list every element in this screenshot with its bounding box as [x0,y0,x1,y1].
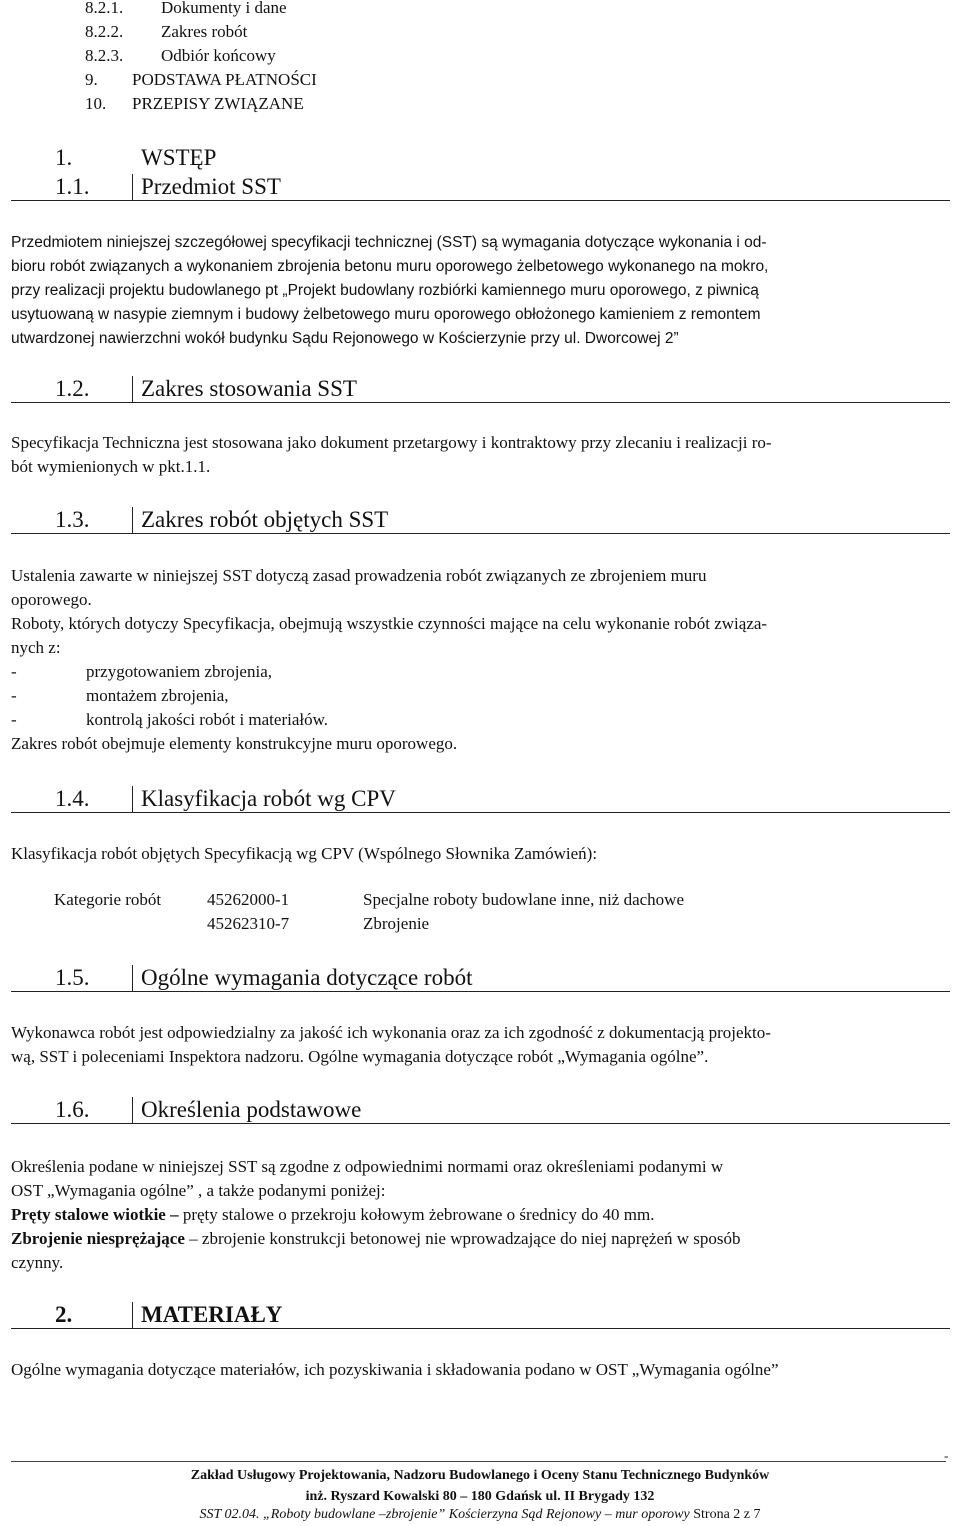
toc-number: 9. [85,70,98,89]
footer-rule [11,1461,946,1462]
paragraph-line: Roboty, których dotyczy Specyfikacja, obejmują wszystkie czynności mające na celu wykonanie robót związa- [11,614,768,633]
section-heading [11,376,950,403]
list-dash: - [11,686,17,705]
footer-document-title: SST 02.04. „Roboty budowlane –zbrojenie” Kościerzyna Sąd Rejonowy – mur oporowy [199,1507,690,1522]
heading-divider [132,1097,133,1123]
heading-divider [132,174,133,200]
cpv-label: Kategorie robót [54,890,162,909]
footer-dash: - [944,1448,949,1463]
toc-label: Zakres robót [161,22,248,41]
toc-number: 8.2.2. [85,22,124,41]
definition-line [11,1227,946,1251]
paragraph-line: OST „Wymagania ogólne” , a także podanymi poniżej: [11,1181,386,1200]
heading-title: MATERIAŁY [141,1302,283,1327]
paragraph-line: przy realizacji projektu budowlanego pt „Projekt budowlany rozbiórki kamiennego muru oporowego, z piwnicą [11,282,759,299]
paragraph [11,1358,946,1382]
heading-title: Przedmiot SST [141,174,281,199]
toc-label: Odbiór końcowy [161,46,276,65]
definition-line [11,1203,946,1227]
section-heading [11,145,950,171]
paragraph-line: Specyfikacja Techniczna jest stosowana jako dokument przetargowy i kontraktowy przy zlecaniu i realizacji ro- [11,433,772,452]
cpv-code: 45262000-1 [207,890,290,909]
heading-divider [132,786,133,812]
heading-title: WSTĘP [141,145,217,170]
section-heading [11,174,950,201]
footer-page-number: Strona 2 z 7 [689,1507,761,1522]
heading-divider [132,965,133,991]
paragraph-line: bioru robót związanych a wykonaniem zbrojenia betonu muru oporowego żelbetowego wykonanego na mokro, [11,258,769,275]
paragraph-line: usytuowaną w nasypie ziemnym i budowy żelbetowego muru oporowego obłożonego kamieniem z remontem [11,306,761,323]
paragraph [11,1021,946,1069]
list-item-text: montażem zbrojenia, [86,686,229,705]
toc-number: 10. [85,94,107,113]
footer-document-info [0,1504,960,1525]
heading-title: Klasyfikacja robót wg CPV [141,786,396,811]
paragraph-line: Przedmiotem niniejszej szczegółowej specyfikacji technicznej (SST) są wymagania dotyczące wykonania i od- [11,234,767,251]
heading-number: 1.1. [55,174,90,199]
heading-number: 1.2. [55,376,90,401]
footer-address: inż. Ryszard Kowalski 80 – 180 Gdańsk ul. II Brygady 132 [305,1489,655,1504]
heading-number: 1.5. [55,965,90,990]
paragraph-line: Wykonawca robót jest odpowiedzialny za jakość ich wykonania oraz za ich zgodność z dokumentacją projekto- [11,1023,771,1042]
cpv-description: Zbrojenie [363,914,430,933]
section-heading [11,507,950,534]
paragraph-line: Ogólne wymagania dotyczące materiałów, ich pozyskiwania i składowania podano w OST „Wymagania ogólne” [11,1360,779,1379]
toc-number: 8.2.1. [85,0,124,17]
paragraph [11,732,946,756]
paragraph [11,564,946,660]
paragraph [11,1155,946,1275]
paragraph-line: Ustalenia zawarte w niniejszej SST dotyczą zasad prowadzenia robót związanych ze zbrojeniem muru [11,566,707,585]
paragraph [11,231,946,351]
heading-title: Określenia podstawowe [141,1097,362,1122]
heading-title: Ogólne wymagania dotyczące robót [141,965,473,990]
heading-number: 1.3. [55,507,90,532]
footer-company: Zakład Usługowy Projektowania, Nadzoru Budowlanego i Oceny Stanu Technicznego Budynków [190,1468,770,1483]
cpv-description: Specjalne roboty budowlane inne, niż dachowe [363,890,685,909]
cpv-code: 45262310-7 [207,914,290,933]
heading-divider [132,376,133,402]
paragraph [11,431,946,479]
toc-label: PRZEPISY ZWIĄZANE [132,94,304,113]
definition-term: Zbrojenie niesprężające [11,1229,185,1248]
paragraph-line: Zakres robót obejmuje elementy konstrukcyjne muru oporowego. [11,734,458,753]
toc-number: 8.2.3. [85,46,124,65]
heading-title: Zakres robót objętych SST [141,507,389,532]
paragraph-line: Klasyfikacja robót objętych Specyfikacją wg CPV (Wspólnego Słownika Zamówień): [11,844,598,863]
definition-text: – zbrojenie konstrukcji betonowej nie wprowadzające do niej naprężeń w sposób [184,1229,741,1248]
paragraph-line: bót wymienionych w pkt.1.1. [11,457,211,476]
definition-text: pręty stalowe o przekroju kołowym żebrowane o średnicy do 40 mm. [178,1205,655,1224]
heading-divider [132,1302,133,1328]
paragraph-line: czynny. [11,1253,64,1272]
list-item-text: kontrolą jakości robót i materiałów. [86,710,329,729]
heading-number: 1. [55,145,73,170]
paragraph-line: Określenia podane w niniejszej SST są zgodne z odpowiednimi normami oraz określeniami podanymi w [11,1157,724,1176]
list-dash: - [11,662,17,681]
heading-number: 2. [55,1302,73,1327]
section-heading [11,1302,950,1329]
list-dash: - [11,710,17,729]
paragraph [11,842,946,866]
section-heading [11,1097,950,1124]
definition-term: Pręty stalowe wiotkie – [11,1205,179,1224]
paragraph-line: utwardzonej nawierzchni wokół budynku Sądu Rejonowego w Kościerzynie przy ul. Dworcowej 2” [11,330,679,347]
list-item-text: przygotowaniem zbrojenia, [86,662,272,681]
heading-title: Zakres stosowania SST [141,376,357,401]
heading-number: 1.4. [55,786,90,811]
toc-label: Dokumenty i dane [161,0,287,17]
paragraph-line: nych z: [11,638,61,657]
paragraph-line: oporowego. [11,590,92,609]
section-heading [11,965,950,992]
section-heading [11,786,950,813]
toc-label: PODSTAWA PŁATNOŚCI [132,70,317,89]
paragraph-line: wą, SST i poleceniami Inspektora nadzoru. Ogólne wymagania dotyczące robót „Wymagania ogólne”. [11,1047,709,1066]
heading-number: 1.6. [55,1097,90,1122]
heading-divider [132,507,133,533]
